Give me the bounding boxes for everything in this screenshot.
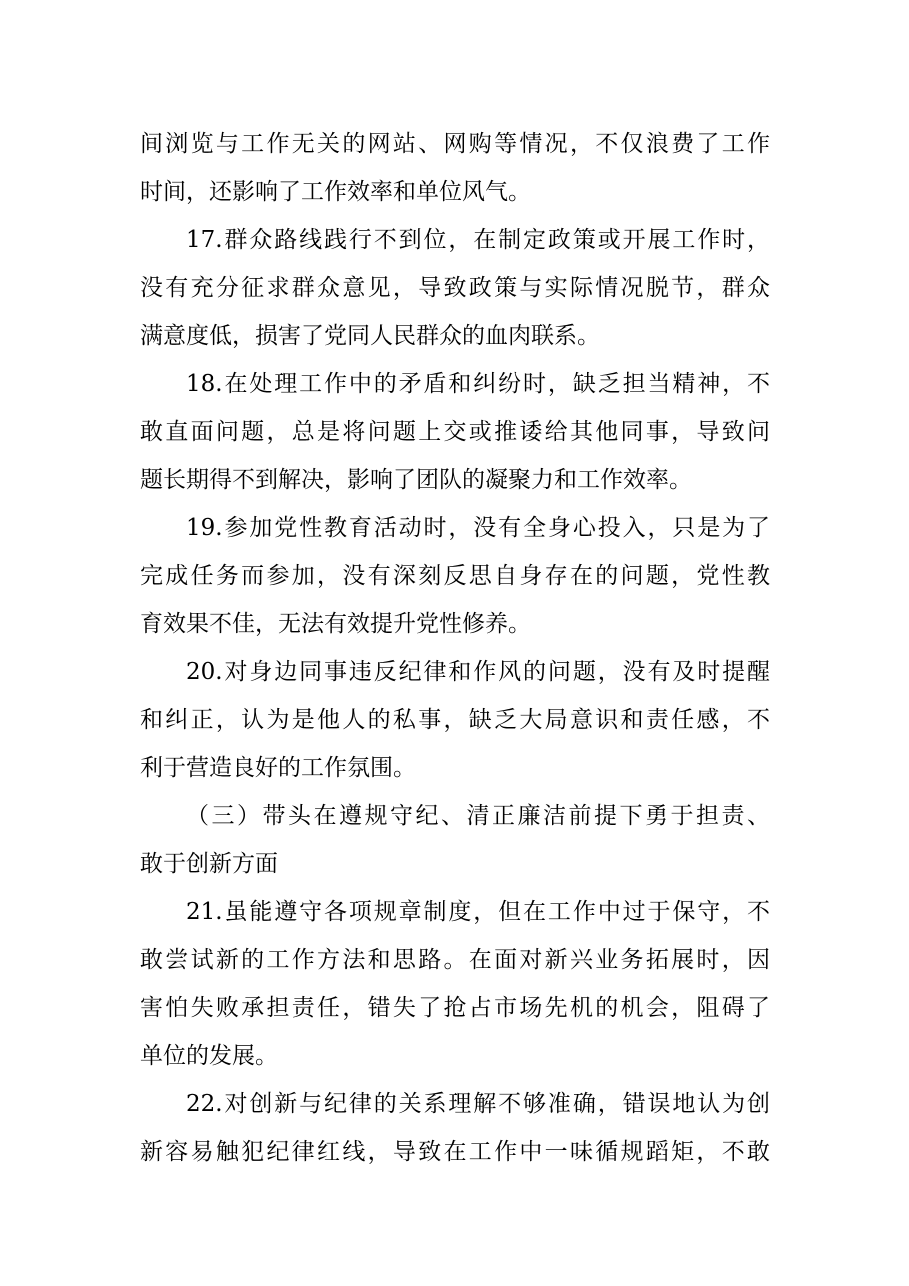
- text-line: 时间，还影响了工作效率和单位风气。: [140, 179, 531, 205]
- section-heading: 敢于创新方面: [140, 851, 278, 877]
- text-line: 利于营造良好的工作氛围。: [140, 755, 416, 781]
- text-line: 间浏览与工作无关的网站、网购等情况，不仅浪费了工作: [140, 131, 770, 157]
- text-line: 19.参加党性教育活动时，没有全身心投入，只是为了: [186, 515, 770, 541]
- text-line: 害怕失败承担责任，错失了抢占市场先机的机会，阻碍了: [140, 995, 770, 1021]
- text-line: 22.对创新与纪律的关系理解不够准确，错误地认为创: [186, 1091, 770, 1117]
- text-line: 敢直面问题，总是将问题上交或推诿给其他同事，导致问: [140, 419, 770, 445]
- text-line: 没有充分征求群众意见，导致政策与实际情况脱节，群众: [140, 275, 770, 301]
- text-line: 育效果不佳，无法有效提升党性修养。: [140, 611, 531, 637]
- text-line: 满意度低，损害了党同人民群众的血肉联系。: [140, 323, 600, 349]
- text-line: 17.群众路线践行不到位，在制定政策或开展工作时，: [186, 227, 770, 253]
- text-line: 敢尝试新的工作方法和思路。在面对新兴业务拓展时，因: [140, 947, 770, 973]
- text-line: 18.在处理工作中的矛盾和纠纷时，缺乏担当精神，不: [186, 371, 770, 397]
- section-heading: （三）带头在遵规守纪、清正廉洁前提下勇于担责、: [186, 803, 770, 829]
- text-line: 完成任务而参加，没有深刻反思自身存在的问题，党性教: [140, 563, 770, 589]
- text-line: 单位的发展。: [140, 1043, 278, 1069]
- text-line: 20.对身边同事违反纪律和作风的问题，没有及时提醒: [186, 659, 770, 685]
- text-line: 21.虽能遵守各项规章制度，但在工作中过于保守，不: [186, 899, 770, 925]
- text-line: 题长期得不到解决，影响了团队的凝聚力和工作效率。: [140, 467, 692, 493]
- text-line: 和纠正，认为是他人的私事，缺乏大局意识和责任感，不: [140, 707, 770, 733]
- text-line: 新容易触犯纪律红线，导致在工作中一味循规蹈矩，不敢: [140, 1139, 770, 1165]
